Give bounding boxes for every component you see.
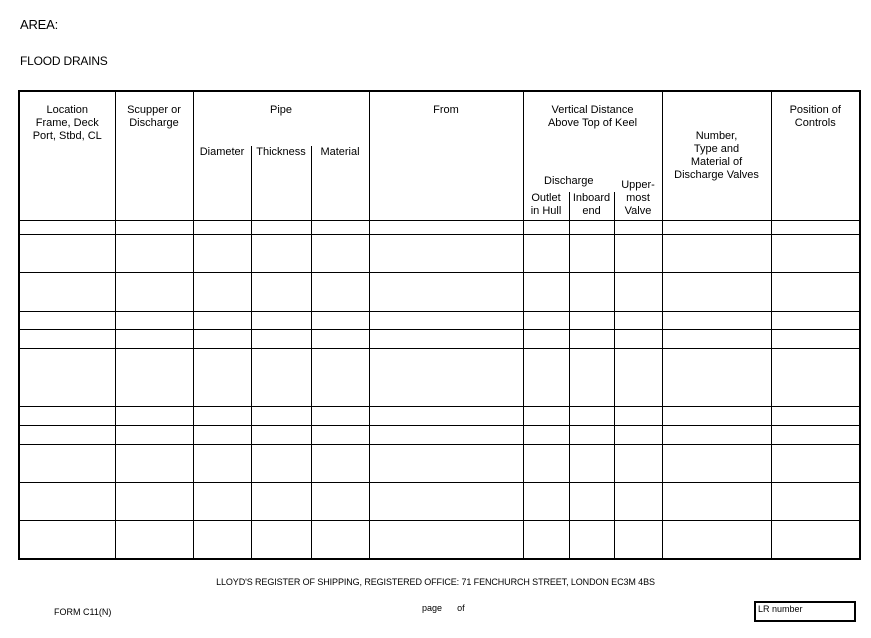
table-cell[interactable] — [523, 273, 569, 312]
header-inboard-end — [569, 192, 614, 221]
table-cell[interactable] — [19, 445, 115, 483]
table-cell[interactable] — [771, 407, 860, 426]
table-cell[interactable] — [569, 483, 614, 521]
header-from: From — [369, 91, 523, 221]
table-cell[interactable] — [614, 349, 662, 407]
table-cell[interactable] — [771, 312, 860, 330]
table-cell[interactable] — [311, 312, 369, 330]
table-cell[interactable] — [251, 426, 311, 445]
table-cell[interactable] — [19, 483, 115, 521]
table-cell[interactable] — [662, 330, 771, 349]
lr-number-box[interactable] — [754, 601, 856, 622]
header-scupper-line2: Discharge — [129, 117, 179, 129]
table-cell[interactable] — [311, 273, 369, 312]
table-cell[interactable] — [369, 445, 523, 483]
lr-number-label: LR number — [758, 604, 803, 614]
table-cell[interactable] — [193, 330, 251, 349]
table-cell[interactable] — [19, 330, 115, 349]
header-uppermost-line3: Valve — [624, 205, 652, 217]
table-cell[interactable] — [251, 483, 311, 521]
table-cell[interactable] — [115, 521, 193, 559]
table-cell[interactable] — [771, 235, 860, 273]
table-cell[interactable] — [662, 426, 771, 445]
table-cell[interactable] — [251, 221, 311, 235]
table-cell[interactable] — [614, 221, 662, 235]
table-cell[interactable] — [193, 235, 251, 273]
table-cell[interactable] — [19, 221, 115, 235]
table-cell[interactable] — [251, 349, 311, 407]
table-cell[interactable] — [662, 312, 771, 330]
of-label: of — [457, 603, 465, 613]
table-row — [19, 221, 860, 235]
table-cell[interactable] — [523, 483, 569, 521]
table-cell[interactable] — [614, 312, 662, 330]
table-cell[interactable] — [771, 445, 860, 483]
table-cell[interactable] — [523, 349, 569, 407]
table-cell[interactable] — [115, 330, 193, 349]
table-cell[interactable] — [19, 407, 115, 426]
table-cell[interactable] — [662, 235, 771, 273]
table-row — [19, 235, 860, 273]
table-cell[interactable] — [115, 221, 193, 235]
table-cell[interactable] — [311, 521, 369, 559]
table-cell[interactable] — [369, 330, 523, 349]
table-cell[interactable] — [569, 221, 614, 235]
table-cell[interactable] — [251, 235, 311, 273]
header-inboard-line1: Inboard — [572, 192, 611, 204]
table-cell[interactable] — [115, 349, 193, 407]
table-cell[interactable] — [369, 426, 523, 445]
table-cell[interactable] — [569, 521, 614, 559]
table-cell[interactable] — [19, 349, 115, 407]
table-cell[interactable] — [771, 349, 860, 407]
table-cell[interactable] — [311, 349, 369, 407]
area-label: AREA: — [20, 17, 59, 32]
table-cell[interactable] — [523, 445, 569, 483]
table-cell[interactable] — [369, 221, 523, 235]
header-discharge: Discharge — [523, 146, 614, 192]
table-row — [19, 407, 860, 426]
header-outlet-in-hull — [523, 192, 569, 221]
table-cell[interactable] — [614, 483, 662, 521]
table-row — [19, 330, 860, 349]
header-pipe-diameter: Diameter — [193, 146, 251, 221]
table-cell[interactable] — [115, 426, 193, 445]
header-valves-line2: Type and — [693, 143, 740, 155]
header-location — [19, 91, 115, 221]
header-location-line3: Port, Stbd, CL — [32, 130, 102, 142]
header-scupper-line1: Scupper or — [127, 104, 181, 116]
table-cell[interactable] — [614, 407, 662, 426]
table-cell[interactable] — [193, 426, 251, 445]
header-outlet-line1: Outlet — [531, 192, 561, 204]
table-cell[interactable] — [19, 521, 115, 559]
table-cell[interactable] — [662, 273, 771, 312]
header-controls-line2: Controls — [794, 117, 836, 129]
header-location-line1: Location — [46, 104, 89, 116]
header-uppermost-line1: Upper- — [621, 179, 655, 191]
table-cell[interactable] — [614, 330, 662, 349]
table-cell[interactable] — [771, 426, 860, 445]
header-vertical-line1: Vertical Distance — [551, 104, 634, 116]
table-cell[interactable] — [614, 521, 662, 559]
header-vertical-distance — [523, 91, 662, 146]
table-cell[interactable] — [193, 221, 251, 235]
table-cell[interactable] — [193, 407, 251, 426]
registered-office-text: LLOYD'S REGISTER OF SHIPPING, REGISTERED OFFICE: 71 FENCHURCH STREET, LONDON EC3M 4BS — [216, 577, 655, 587]
table-cell[interactable] — [193, 445, 251, 483]
table-cell[interactable] — [614, 445, 662, 483]
table-row — [19, 312, 860, 330]
table-cell[interactable] — [115, 312, 193, 330]
table-cell[interactable] — [251, 330, 311, 349]
table-cell[interactable] — [369, 349, 523, 407]
table-cell[interactable] — [311, 221, 369, 235]
table-cell[interactable] — [311, 426, 369, 445]
table-cell[interactable] — [311, 235, 369, 273]
table-cell[interactable] — [771, 273, 860, 312]
table-cell[interactable] — [251, 273, 311, 312]
table-cell[interactable] — [771, 483, 860, 521]
table-cell[interactable] — [614, 273, 662, 312]
table-cell[interactable] — [369, 235, 523, 273]
header-discharge-valves — [662, 91, 771, 221]
table-cell[interactable] — [193, 273, 251, 312]
table-cell[interactable] — [771, 521, 860, 559]
table-cell[interactable] — [662, 483, 771, 521]
header-uppermost-line2: most — [626, 192, 650, 204]
table-cell[interactable] — [115, 445, 193, 483]
header-valves-line3: Material of — [690, 156, 743, 168]
table-cell[interactable] — [115, 235, 193, 273]
header-uppermost-valve — [614, 146, 662, 221]
table-cell[interactable] — [614, 426, 662, 445]
table-cell[interactable] — [251, 407, 311, 426]
header-valves-line1: Number, — [695, 130, 738, 142]
table-cell[interactable] — [569, 349, 614, 407]
form-id: FORM C11(N) — [54, 607, 112, 617]
header-controls — [771, 91, 860, 221]
table-cell[interactable] — [523, 521, 569, 559]
table-cell[interactable] — [662, 349, 771, 407]
table-cell[interactable] — [193, 312, 251, 330]
header-pipe: Pipe — [193, 91, 369, 146]
table-cell[interactable] — [369, 273, 523, 312]
table-cell[interactable] — [115, 273, 193, 312]
table-cell[interactable] — [19, 312, 115, 330]
table-cell[interactable] — [311, 483, 369, 521]
table-cell[interactable] — [523, 221, 569, 235]
table-cell[interactable] — [311, 445, 369, 483]
table-row — [19, 273, 860, 312]
table-cell[interactable] — [523, 330, 569, 349]
header-pipe-material: Material — [311, 146, 369, 221]
table-cell[interactable] — [115, 483, 193, 521]
table-cell[interactable] — [369, 312, 523, 330]
header-outlet-line2: in Hull — [530, 205, 562, 217]
header-vertical-line2: Above Top of Keel — [547, 117, 638, 129]
table-cell[interactable] — [369, 521, 523, 559]
table-cell[interactable] — [569, 330, 614, 349]
table-row — [19, 483, 860, 521]
section-title: FLOOD DRAINS — [20, 54, 108, 68]
table-cell[interactable] — [569, 445, 614, 483]
table-cell[interactable] — [115, 407, 193, 426]
table-cell[interactable] — [19, 235, 115, 273]
header-inboard-line2: end — [582, 205, 601, 217]
table-cell[interactable] — [193, 521, 251, 559]
table-cell[interactable] — [662, 407, 771, 426]
table-cell[interactable] — [662, 521, 771, 559]
table-cell[interactable] — [523, 235, 569, 273]
table-cell[interactable] — [251, 445, 311, 483]
table-cell[interactable] — [569, 426, 614, 445]
table-cell[interactable] — [614, 235, 662, 273]
table-cell[interactable] — [369, 407, 523, 426]
table-cell[interactable] — [523, 312, 569, 330]
table-cell[interactable] — [311, 330, 369, 349]
table-cell[interactable] — [523, 426, 569, 445]
table-cell[interactable] — [251, 312, 311, 330]
table-cell[interactable] — [193, 349, 251, 407]
table-row — [19, 426, 860, 445]
table-cell[interactable] — [523, 407, 569, 426]
table-row — [19, 445, 860, 483]
header-pipe-thickness: Thickness — [251, 146, 311, 221]
header-controls-line1: Position of — [789, 104, 841, 116]
table-cell[interactable] — [771, 221, 860, 235]
table-cell[interactable] — [193, 483, 251, 521]
table-cell[interactable] — [569, 235, 614, 273]
table-cell[interactable] — [19, 426, 115, 445]
table-cell[interactable] — [251, 521, 311, 559]
table-cell[interactable] — [569, 312, 614, 330]
table-cell[interactable] — [19, 273, 115, 312]
table-cell[interactable] — [569, 407, 614, 426]
table-cell[interactable] — [771, 330, 860, 349]
header-scupper — [115, 91, 193, 221]
table-cell[interactable] — [662, 221, 771, 235]
flood-drains-table — [18, 90, 861, 560]
header-valves-line4: Discharge Valves — [674, 169, 759, 181]
table-row — [19, 521, 860, 559]
table-cell[interactable] — [369, 483, 523, 521]
page-label: page — [422, 603, 443, 613]
header-location-line2: Frame, Deck — [35, 117, 99, 129]
table-cell[interactable] — [662, 445, 771, 483]
table-cell[interactable] — [311, 407, 369, 426]
page-of-field — [422, 603, 465, 613]
table-row — [19, 349, 860, 407]
table-cell[interactable] — [569, 273, 614, 312]
